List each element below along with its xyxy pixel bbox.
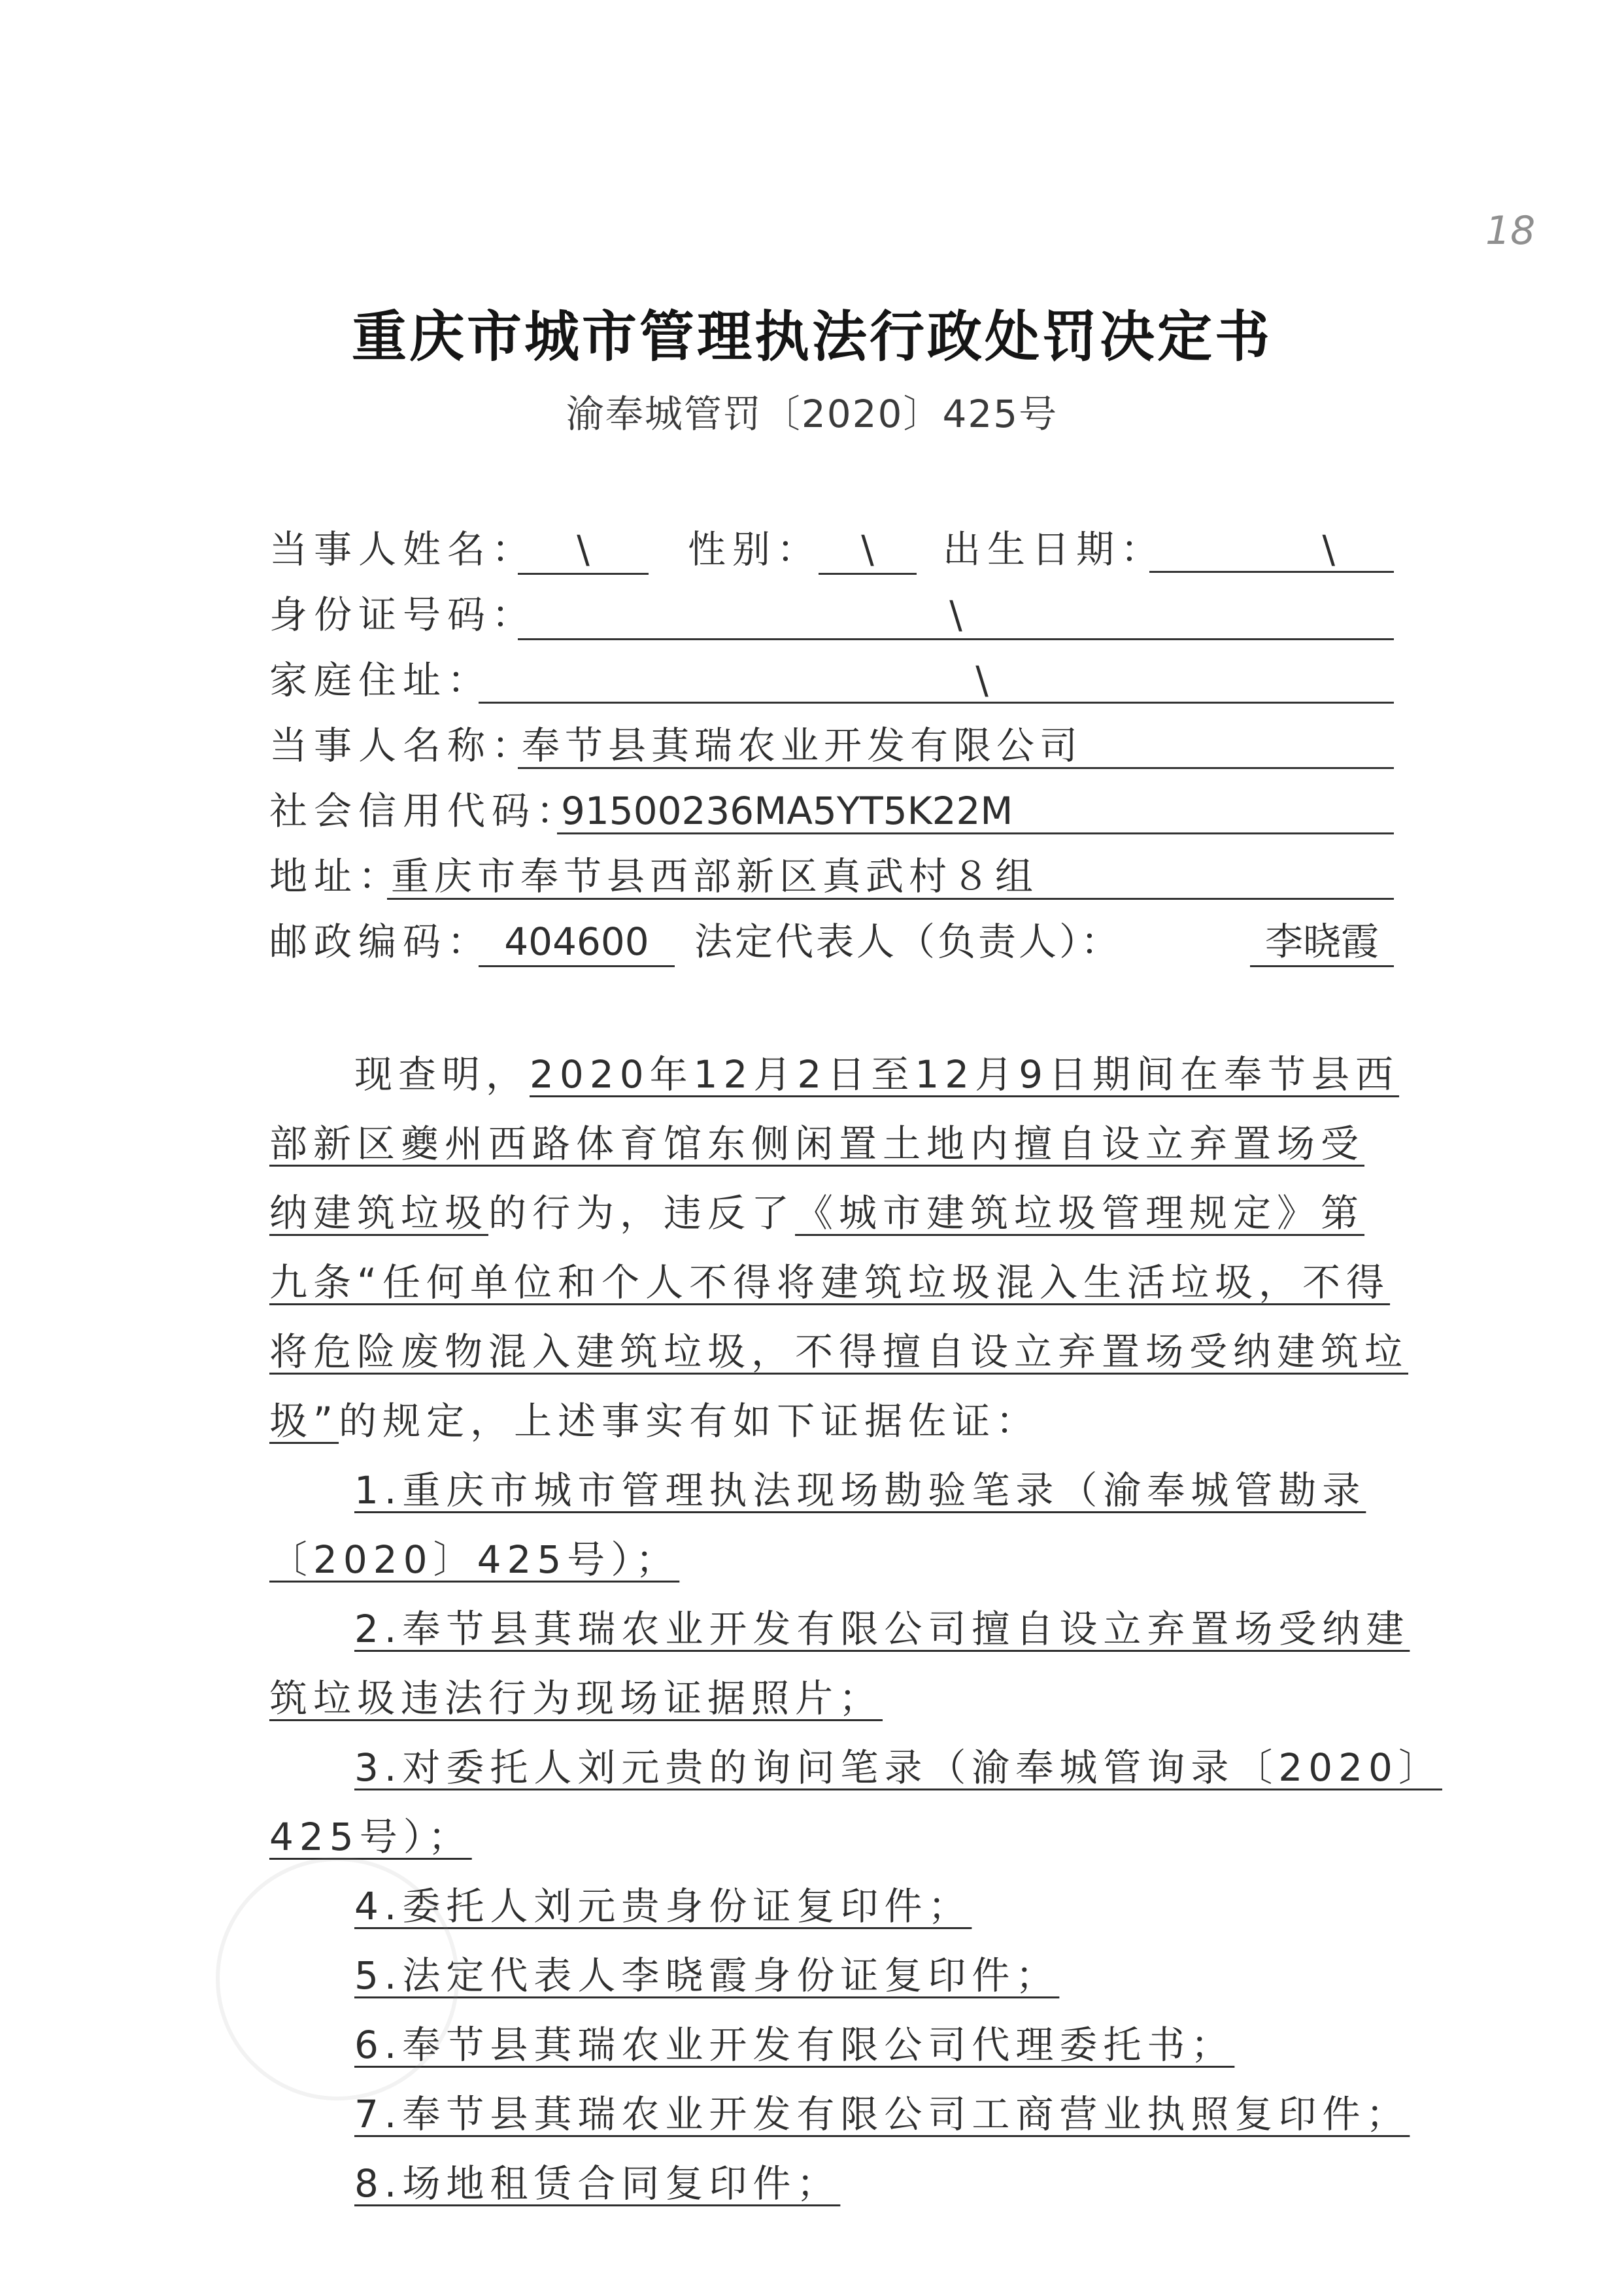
evidence-item: 425号）； — [269, 1815, 472, 1859]
row-home — [269, 654, 1394, 706]
evidence-item: 5.法定代表人李晓霞身份证复印件； — [354, 1953, 1060, 1998]
regulation-quote-end: 圾” — [269, 1399, 339, 1443]
party-label: 当事人名称： — [269, 723, 537, 768]
evidence-intro: 的规定，上述事实有如下证据佐证： — [339, 1399, 1040, 1443]
address-label: 地址： — [269, 854, 403, 899]
evidence-item: 1.重庆市城市管理执法现场勘验笔录（渝奉城管勘录 — [354, 1468, 1366, 1513]
findings-text: 的行为，违反了 — [488, 1191, 796, 1235]
address-value: 重庆市奉节县西部新区真武村８组 — [387, 850, 1394, 900]
name-label: 当事人姓名： — [269, 527, 537, 572]
evidence-item: 7.奉节县萁瑞农业开发有限公司工商营业执照复印件； — [354, 2092, 1410, 2136]
findings-line — [269, 1178, 1394, 1248]
id-value: \ — [518, 589, 1394, 640]
evidence-item: 筑垃圾违法行为现场证据照片； — [269, 1676, 883, 1720]
row-party — [269, 719, 1394, 772]
faded-seal — [216, 1857, 459, 2100]
row-id — [269, 589, 1394, 641]
gender-label: 性别： — [688, 527, 822, 572]
evidence-item: 2.奉节县萁瑞农业开发有限公司擅自设立弃置场受纳建 — [354, 1607, 1410, 1651]
home-label: 家庭住址： — [269, 658, 492, 702]
credit-value: 91500236MA5YT5K22M — [557, 785, 1394, 834]
birth-value: \ — [1149, 523, 1394, 573]
postal-label: 邮政编码： — [269, 919, 492, 964]
findings-line: 部新区夔州西路体育馆东侧闲置土地内擅自设立弃置场受 — [269, 1121, 1365, 1166]
document-number: 渝奉城管罚〔2020〕425号 — [566, 392, 1058, 436]
rep-value: 李晓霞 — [1250, 916, 1394, 967]
findings-lead: 现查明， — [354, 1052, 530, 1097]
findings-line — [269, 1386, 1394, 1456]
violation-act: 纳建筑垃圾 — [269, 1191, 489, 1235]
rep-label: 法定代表人（负责人）： — [694, 919, 1122, 964]
home-value: \ — [479, 654, 1394, 704]
row-credit — [269, 785, 1394, 837]
credit-label: 社会信用代码： — [269, 789, 581, 833]
evidence-item: 3.对委托人刘元贵的询问笔录（渝奉城管询录〔2020〕 — [354, 1745, 1442, 1790]
page-number: 18 — [1485, 208, 1536, 254]
violation-date: 2020年12月2日至12月9日期间在奉节县西 — [530, 1052, 1400, 1097]
regulation-name: 《城市建筑垃圾管理规定》第 — [795, 1191, 1365, 1235]
evidence-item: 〔2020〕425号）； — [269, 1537, 680, 1582]
evidence-item: 8.场地租赁合同复印件； — [354, 2161, 841, 2206]
postal-value: 404600 — [479, 916, 675, 967]
findings-line — [269, 1040, 1400, 1109]
row-postal-rep — [269, 916, 1394, 968]
birth-label: 出生日期： — [943, 527, 1166, 572]
document-title: 重庆市城市管理执法行政处罚决定书 — [351, 304, 1272, 369]
gender-value: \ — [819, 523, 917, 575]
row-address — [269, 850, 1394, 902]
party-value: 奉节县萁瑞农业开发有限公司 — [518, 719, 1394, 769]
regulation-quote: 九条“任何单位和个人不得将建筑垃圾混入生活垃圾，不得 — [269, 1260, 1391, 1305]
row-name-gender-birth — [269, 523, 1394, 575]
evidence-item: 4.委托人刘元贵身份证复印件； — [354, 1884, 972, 1928]
evidence-item: 6.奉节县萁瑞农业开发有限公司代理委托书； — [354, 2023, 1235, 2067]
regulation-quote: 将危险废物混入建筑垃圾，不得擅自设立弃置场受纳建筑垃 — [269, 1329, 1409, 1374]
id-label: 身份证号码： — [269, 592, 537, 637]
name-value: \ — [518, 523, 649, 575]
